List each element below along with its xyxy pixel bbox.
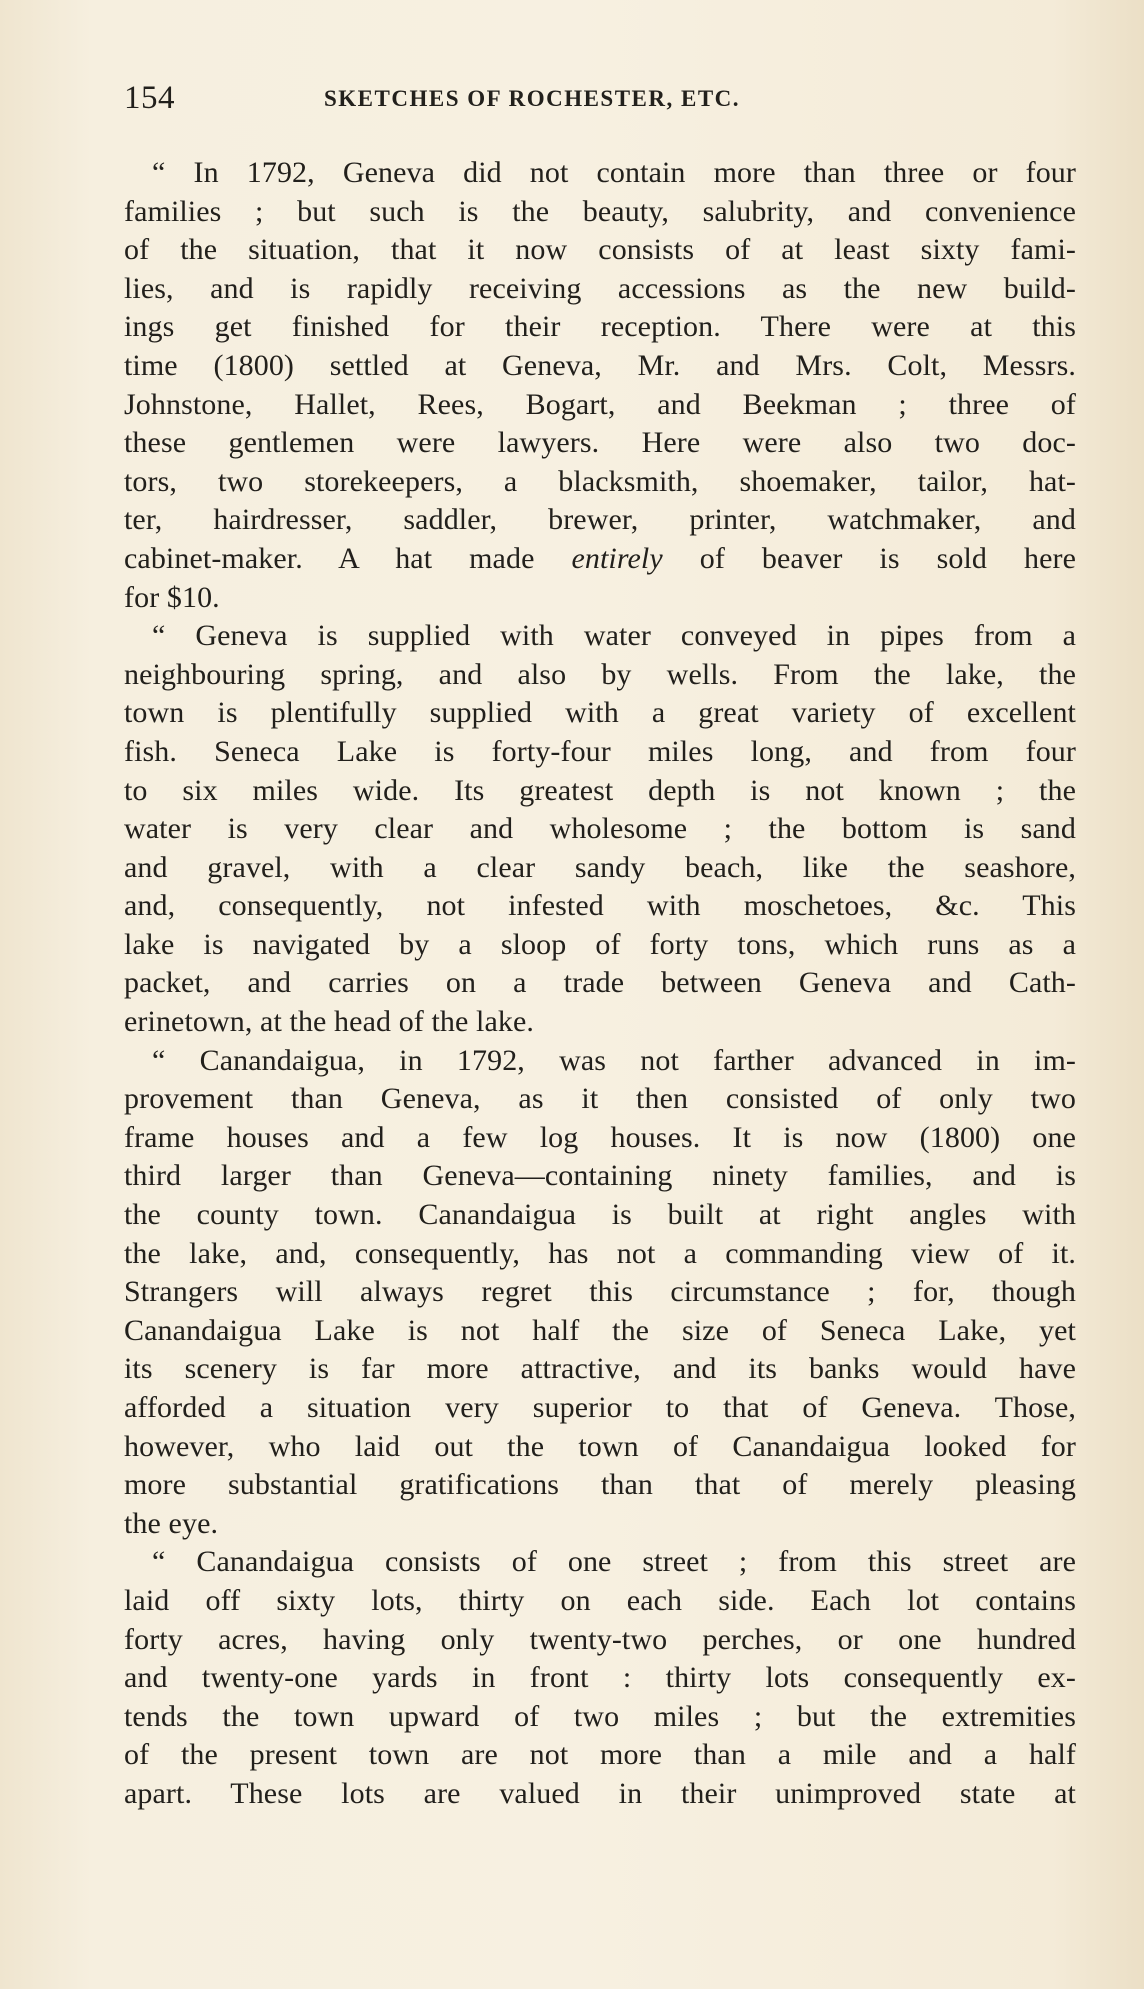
text-line: ings get finished for their reception. There were at this: [124, 310, 1076, 344]
text-line: Strangers will always regret this circumstance ; for, though: [124, 1275, 1076, 1309]
text-line: Canandaigua Lake is not half the size of Seneca Lake, yet: [124, 1313, 1076, 1347]
text-line: of the present town are not more than a mile and a half: [124, 1738, 1076, 1772]
text-line: packet, and carries on a trade between Geneva and Cath-: [124, 966, 1076, 1000]
text-line: to six miles wide. Its greatest depth is not known ; the: [124, 773, 1076, 807]
running-head: SKETCHES OF ROCHESTER, ETC.: [324, 86, 741, 111]
text-line: third larger than Geneva—containing ninety families, and is: [124, 1159, 1076, 1193]
text-line: the county town. Canandaigua is built at right angles with: [124, 1198, 1076, 1232]
page-header: [124, 80, 1024, 120]
text-line: provement than Geneva, as it then consisted of only two: [124, 1082, 1076, 1116]
text-line: for $10.: [124, 580, 220, 614]
paragraph-canandaigua-street: [124, 1543, 1076, 1813]
text-line: erinetown, at the head of the lake.: [124, 1005, 534, 1039]
text-line: more substantial gratifications than that of merely pleasing: [124, 1468, 1076, 1502]
text-line: “ Canandaigua, in 1792, was not farther advanced in im-: [152, 1043, 1076, 1077]
text-line: laid off sixty lots, thirty on each side. Each lot contains: [124, 1583, 1076, 1617]
text-line: afforded a situation very superior to that of Geneva. Those,: [124, 1391, 1076, 1424]
text-line: tors, two storekeepers, a blacksmith, shoemaker, tailor, hat-: [124, 464, 1076, 498]
paragraph-geneva-1792: [124, 154, 1076, 617]
text-line: apart. These lots are valued in their unimproved state at: [124, 1776, 1076, 1810]
text-line: tends the town upward of two miles ; but the extremities: [124, 1699, 1076, 1733]
paragraph-geneva-water: [124, 617, 1076, 1042]
text-line: lies, and is rapidly receiving accessions as the new build-: [124, 271, 1076, 305]
text-line: Johnstone, Hallet, Rees, Bogart, and Beekman ; three of: [124, 387, 1076, 421]
text-line: these gentlemen were lawyers. Here were also two doc-: [124, 426, 1076, 460]
text-line: ter, hairdresser, saddler, brewer, printer, watchmaker, and: [124, 503, 1076, 537]
text-line: town is plentifully supplied with a great variety of excellent: [124, 696, 1076, 730]
text-line: “ In 1792, Geneva did not contain more than three or four: [152, 156, 1076, 189]
text-line: of the situation, that it now consists of at least sixty fami-: [124, 233, 1076, 267]
text-line: families ; but such is the beauty, salubrity, and convenience: [124, 194, 1076, 228]
text-line: the lake, and, consequently, has not a commanding view of it.: [124, 1236, 1076, 1270]
text-line: and, consequently, not infested with moschetoes, &c. This: [124, 889, 1076, 923]
body-text: [124, 154, 1076, 1814]
text-line: water is very clear and wholesome ; the bottom is sand: [124, 812, 1076, 846]
text-span: cabinet-maker. A hat made: [124, 541, 572, 575]
text-line: time (1800) settled at Geneva, Mr. and Mrs. Colt, Messrs.: [124, 348, 1076, 382]
text-line-with-emphasis: [124, 540, 1076, 579]
text-line: lake is navigated by a sloop of forty tons, which runs as a: [124, 927, 1076, 961]
text-span: of beaver is sold here: [662, 541, 1076, 575]
paragraph-canandaigua-1792: [124, 1042, 1076, 1544]
text-line: “ Geneva is supplied with water conveyed in pipes from a: [152, 619, 1076, 653]
text-line: and gravel, with a clear sandy beach, like the seashore,: [124, 850, 1076, 884]
text-line: however, who laid out the town of Canandaigua looked for: [124, 1429, 1076, 1463]
text-line: neighbouring spring, and also by wells. From the lake, the: [124, 657, 1076, 691]
emphasis-text: entirely: [571, 541, 663, 575]
text-line: fish. Seneca Lake is forty-four miles long, and from four: [124, 734, 1076, 768]
text-line: “ Canandaigua consists of one street ; from this street are: [152, 1545, 1076, 1579]
text-line: forty acres, having only twenty-two perches, or one hundred: [124, 1622, 1076, 1656]
text-line: and twenty-one yards in front : thirty lots consequently ex-: [124, 1661, 1076, 1695]
text-line: its scenery is far more attractive, and its banks would have: [124, 1352, 1076, 1386]
page-number: 154: [124, 80, 175, 116]
text-line: frame houses and a few log houses. It is now (1800) one: [124, 1120, 1076, 1154]
text-line: the eye.: [124, 1506, 219, 1540]
